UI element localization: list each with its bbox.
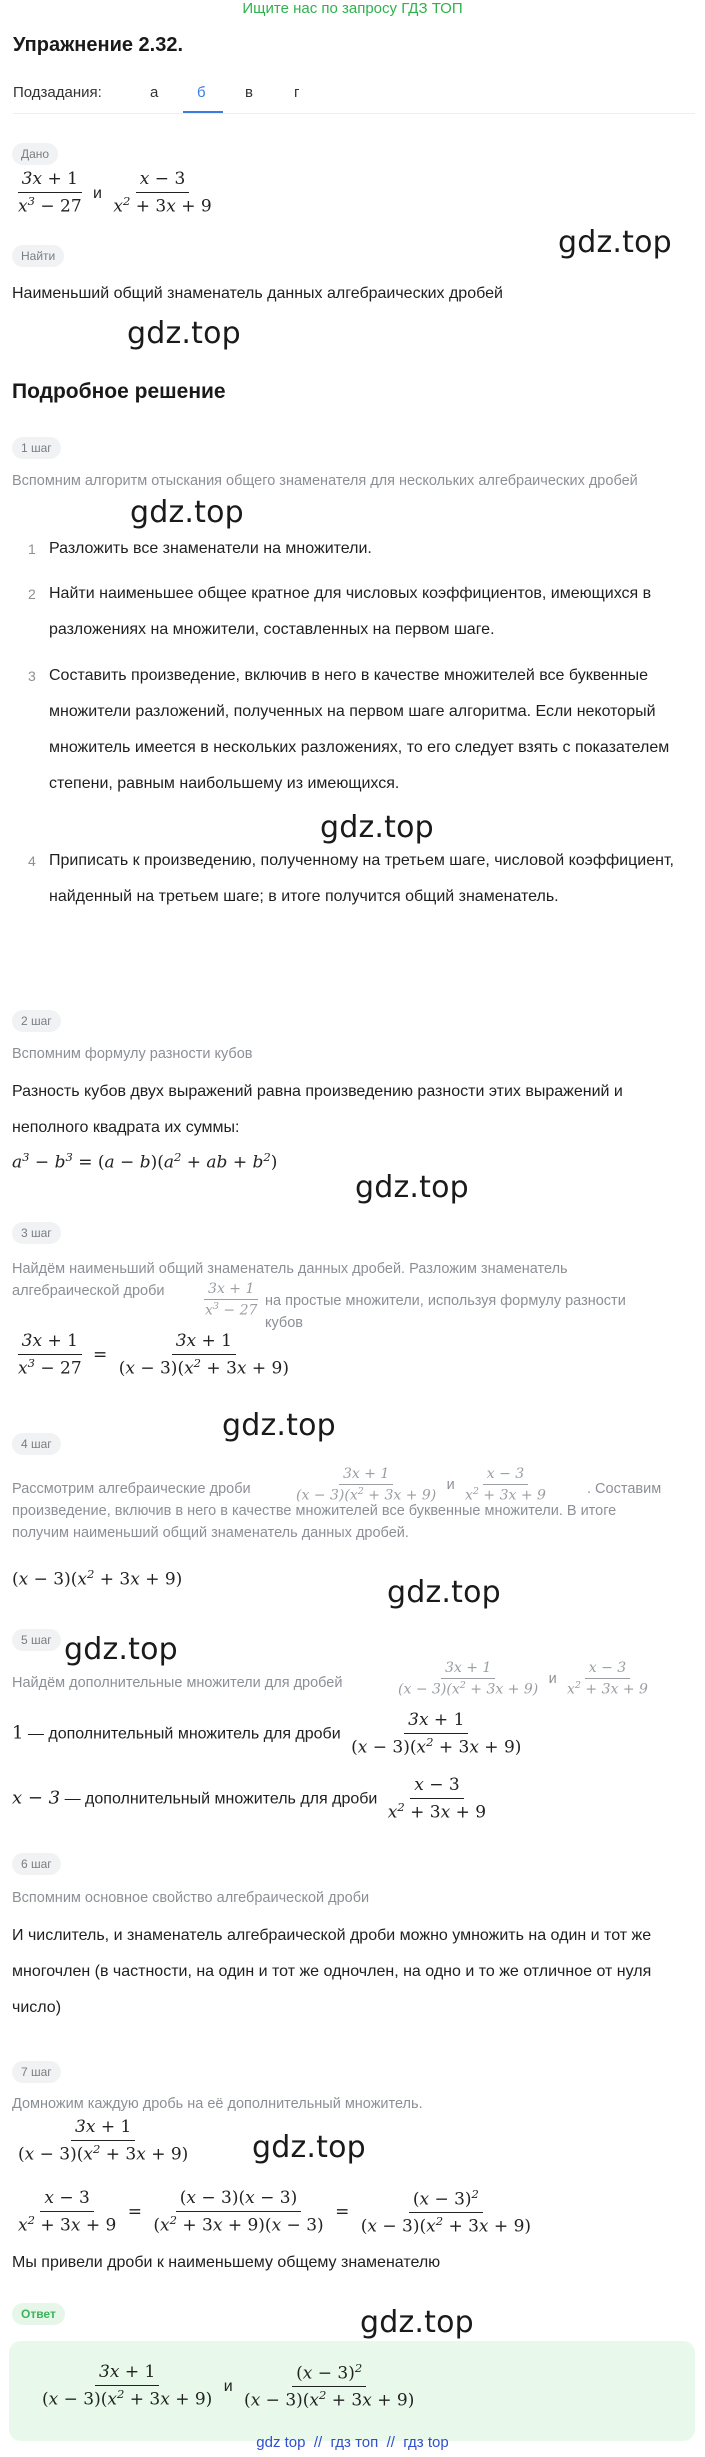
- answer-badge: Ответ: [12, 2303, 65, 2325]
- watermark: gdz.top: [360, 2305, 474, 2340]
- solution-heading: Подробное решение: [12, 380, 226, 403]
- list-number: 4: [28, 853, 36, 869]
- tab-b[interactable]: б: [197, 84, 206, 101]
- step7-conclusion: Мы привели дроби к наименьшему общему знаменателю: [12, 2254, 441, 2271]
- find-text: Наименьший общий знаменатель данных алгебраических дробей: [12, 285, 503, 302]
- step2-text: Разность кубов двух выражений равна произведению разности этих выражений и неполного квадрата их суммы:: [12, 1083, 623, 1136]
- watermark: gdz.top: [130, 495, 244, 530]
- line-text: — дополнительный множитель для дроби: [64, 1790, 378, 1808]
- step7-badge: 7 шаг: [12, 2061, 61, 2083]
- step5-badge: 5 шаг: [12, 1629, 61, 1651]
- step6-badge: 6 шаг: [12, 1853, 61, 1875]
- step5-line1: 1 — дополнительный множитель для дроби $\frac{3x + 1}{(x - 3)(x^2 + 3x + 9)}$: [12, 1710, 522, 1758]
- step4-result: $(x - 3)(x^2 + 3x + 9)$: [12, 1567, 183, 1590]
- watermark: gdz.top: [320, 810, 434, 845]
- step3-inline-frac: $\frac{3x + 1}{x^3 - 27}$: [205, 1281, 258, 1319]
- page-title: Упражнение 2.32.: [13, 34, 184, 56]
- factor-value: 1: [12, 1722, 24, 1744]
- step4-badge: 4 шаг: [12, 1433, 61, 1455]
- line-text: — дополнительный множитель для дроби: [27, 1725, 341, 1743]
- step3-badge: 3 шаг: [12, 1222, 61, 1244]
- watermark: gdz.top: [127, 316, 241, 351]
- step4-hint-1: Рассмотрим алгебраические дроби: [12, 1481, 251, 1497]
- step2-formula: $a^3 - b^3 = (a - b)(a^2$ + ab + $b^2$): [12, 1150, 278, 1173]
- watermark: gdz.top: [355, 1170, 469, 1205]
- list-item: Найти наименьшее общее кратное для числовых коэффициентов, имеющихся в разложениях на множители, составленных на первом шаге.: [49, 585, 652, 638]
- step5-line2: x − 3 — дополнительный множитель для дроби $\frac{x - 3}{x^2 + 3x + 9}$: [12, 1775, 487, 1823]
- step6-text: И числитель, и знаменатель алгебраической дроби можно умножить на один и тот же многочлен (в частности, на один и тот же одночлен, на одно и то же отличное от нуля число): [12, 1927, 652, 2016]
- answer-fractions: $\frac{3x + 1}{(x - 3)(x^2 + 3x + 9)}$ и $\frac{(x - 3)^2}{(x - 3)(x^2 + 3x + 9)}$: [42, 2361, 415, 2411]
- watermark: gdz.top: [387, 1575, 501, 1610]
- step2-badge: 2 шаг: [12, 1010, 61, 1032]
- list-item: Разложить все знаменатели на множители.: [49, 540, 372, 557]
- subtasks-label: Подзадания:: [13, 84, 102, 101]
- frac-num: x − 3: [136, 170, 189, 193]
- step7-hint: Домножим каждую дробь на её дополнительный множитель.: [12, 2096, 423, 2112]
- step3-hint-2: на простые множители, используя формулу разности кубов: [265, 1293, 626, 1331]
- step7-equation: $\frac{x - 3}{x^2 + 3x + 9}$ = $\frac{(x - 3)(x - 3)}{(x^2 + 3x + 9)(x - 3)}$ = $\frac{(x - 3)^2}{(x - 3)(x^2 + 3x + 9)}$: [18, 2187, 532, 2237]
- list-item: Приписать к произведению, полученному на третьем шаге, числовой коэффициент, найденный на третьем шаге; в итоге получится общий знаменатель.: [49, 852, 674, 905]
- list-number: 1: [28, 541, 36, 557]
- step3-hint-1: Найдём наименьший общий знаменатель данных дробей. Разложим знаменатель алгебраической дроби: [12, 1261, 568, 1299]
- step3-equation: $\frac{3x + 1}{x^3 - 27}$ = $\frac{3x + 1}{(x - 3)(x^2 + 3x + 9)}$: [18, 1331, 289, 1379]
- step4-hint-2: . Составим произведение, включив в него в качестве множителей все буквенные множители. В итоге получим наименьший общий знаменатель данных дробей.: [12, 1481, 662, 1541]
- factor-value: x − 3: [12, 1787, 61, 1809]
- tab-a[interactable]: а: [150, 84, 159, 101]
- list-number: 2: [28, 586, 36, 602]
- frac-den: $x^3 - 27$: [18, 193, 82, 217]
- watermark: gdz.top: [64, 1632, 178, 1667]
- step5-inline-fracs: $\frac{3x + 1}{(x - 3)(x^2 + 3x + 9)}$ и $\frac{x - 3}{x^2 + 3x + 9}$: [398, 1660, 648, 1698]
- frac-num: 3x + 1: [18, 170, 82, 193]
- top-banner[interactable]: Ищите нас по запросу ГДЗ ТОП: [242, 0, 463, 17]
- step2-hint: Вспомним формулу разности кубов: [12, 1046, 253, 1062]
- watermark: gdz.top: [222, 1408, 336, 1443]
- find-badge: Найти: [12, 245, 64, 267]
- step5-hint: Найдём дополнительные множители для дробей: [12, 1675, 343, 1691]
- step1-badge: 1 шаг: [12, 437, 61, 459]
- list-item: Составить произведение, включив в него в качестве множителей все буквенные множители разложений, полученных на первом шаге алгоритма. Если некоторый множитель имеется в нескольких разложениях, то его следует взять с показателем степени, равным наибольшему из имеющихся.: [49, 667, 670, 792]
- tabs-divider: [13, 113, 695, 114]
- step6-hint: Вспомним основное свойство алгебраической дроби: [12, 1890, 370, 1906]
- step1-hint: Вспомним алгоритм отыскания общего знаменателя для нескольких алгебраических дробей: [12, 473, 638, 489]
- tab-v[interactable]: в: [245, 84, 253, 101]
- list-number: 3: [28, 668, 36, 684]
- step4-inline-fracs: $\frac{3x + 1}{(x - 3)(x^2 + 3x + 9)}$ и $\frac{x - 3}{x^2 + 3x + 9}$: [296, 1466, 546, 1504]
- frac-den: $x^2 + 3x + 9$: [113, 193, 212, 217]
- given-badge: Дано: [12, 143, 58, 165]
- watermark: gdz.top: [252, 2130, 366, 2165]
- step7-frac1: $\frac{3x + 1}{(x - 3)(x^2 + 3x + 9)}$: [18, 2117, 189, 2165]
- and-word: и: [548, 1671, 557, 1688]
- given-fractions: [12, 170, 218, 217]
- watermark: gdz.top: [558, 225, 672, 260]
- and-word: и: [223, 2378, 233, 2396]
- footer-links[interactable]: gdz top // гдз топ // гдз top: [256, 2434, 449, 2451]
- and-word: и: [93, 184, 102, 202]
- tab-g[interactable]: г: [294, 84, 300, 101]
- and-word: и: [446, 1477, 455, 1494]
